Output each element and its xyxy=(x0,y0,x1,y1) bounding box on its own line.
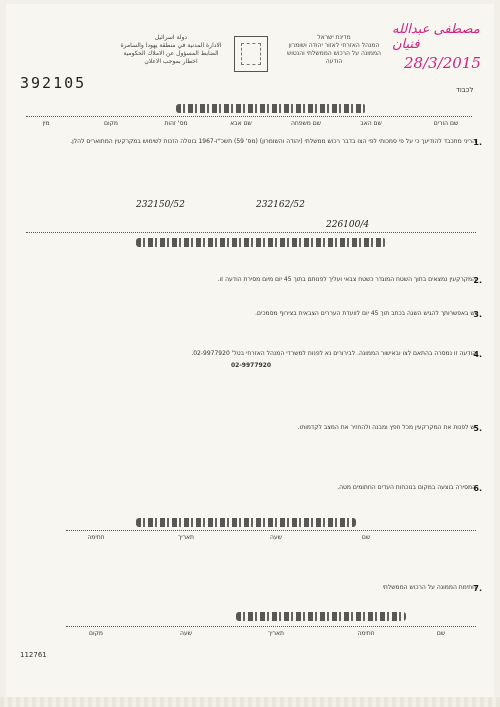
signature-label: חתימה xyxy=(87,534,105,541)
signature-label: תאריך xyxy=(268,630,284,637)
field-label: מס' זהות xyxy=(164,120,188,127)
handwritten-signature xyxy=(136,518,356,527)
scan-edge xyxy=(0,697,500,707)
signature-label: מקום xyxy=(89,630,103,637)
section-1: 1. הריני מתכבד להודיעך כי על פי סמכותי לפי הצו בדבר רכוש ממשלתי (יהודה והשומרון) (מס' 59) תשכ"ז-1967 בוטלה הזכות לשימוש במקרקעין המתוארים להלן. xyxy=(70,138,482,147)
handwritten-recipient xyxy=(176,104,366,113)
section-4: 4. הודעה זו נמסרה בהתאם לצו ובאישור הממונה. לבירורים נא לפנות למשרדי המנהל האזרחי בטל' 02-9977920. 02-9977920 xyxy=(26,350,476,369)
handwritten-name: مصطفى عبدالله فنيان xyxy=(392,22,480,52)
section-2: 2. המקרקעין נמצאים בתוך השטח המוגדר כשטח צבאי ועליך לפנותם בתוך 45 יום מיום מסירת הודעה זו. xyxy=(217,276,482,285)
footer-code: 112761 xyxy=(20,651,47,659)
signature-label: תאריך xyxy=(178,534,194,541)
signature-label: שעה xyxy=(270,534,282,541)
plot-details xyxy=(26,176,476,246)
signature-label: חתימה xyxy=(357,630,375,637)
hebrew-header: מדינת ישראל המנהל האזרחי לאזור יהודה ושומרון הממונה על הרכוש הממשלתי והנטוש הודעה xyxy=(287,34,381,65)
to-label: לכבוד xyxy=(456,86,474,94)
section-5: 5. יש לפנות את המקרקעין מכל חפץ ומבנה ולהחזיר את המצב לקדמותו. xyxy=(297,424,482,433)
section-6: 6. המסירה בוצעה במקום בנוכחות העדים החתומים מטה. xyxy=(337,484,482,493)
phone-number: 02-9977920 xyxy=(230,362,272,369)
signature-label: שם xyxy=(361,534,371,541)
arabic-header: دولة اسرائيل الادارة المدنية في منطقة يهودا والسامرة الضابط المسؤول عن الاملاك الحكومية اخطار بموجب الاعلان xyxy=(120,34,222,65)
official-signature-row xyxy=(66,604,476,644)
field-label: שם משפחה xyxy=(290,120,322,127)
plot-description xyxy=(26,176,476,196)
document-page xyxy=(6,4,494,697)
plot-number: 232150/52 xyxy=(136,200,185,210)
recipient-fields xyxy=(26,96,472,132)
field-label: מין xyxy=(42,120,50,127)
signature-label: שם xyxy=(436,630,446,637)
handwritten-date: 28/3/2015 xyxy=(404,54,481,72)
handwritten-official-signature xyxy=(236,612,406,621)
field-label: שם האב xyxy=(360,120,382,127)
field-label: מקום xyxy=(104,120,118,127)
signature-label: שעה xyxy=(180,630,192,637)
state-emblem-icon xyxy=(234,36,268,72)
field-label: שם הורים xyxy=(433,120,459,127)
witness-signature-row xyxy=(66,514,476,544)
section-3: 3. יש באפשרותך להגיש השגה בכתב תוך 45 יום לוועדת העררים הצבאית בצירוף מסמכים. xyxy=(255,310,482,319)
field-label: שם אבא xyxy=(230,120,252,127)
section-7: 7. חתימת הממונה על הרכוש הממשלתי xyxy=(382,584,482,593)
serial-number: 392105 xyxy=(20,74,87,92)
handwritten-location xyxy=(136,238,386,247)
plot-number: 232162/52 xyxy=(256,200,305,210)
plot-number: 226100/4 xyxy=(326,220,370,230)
